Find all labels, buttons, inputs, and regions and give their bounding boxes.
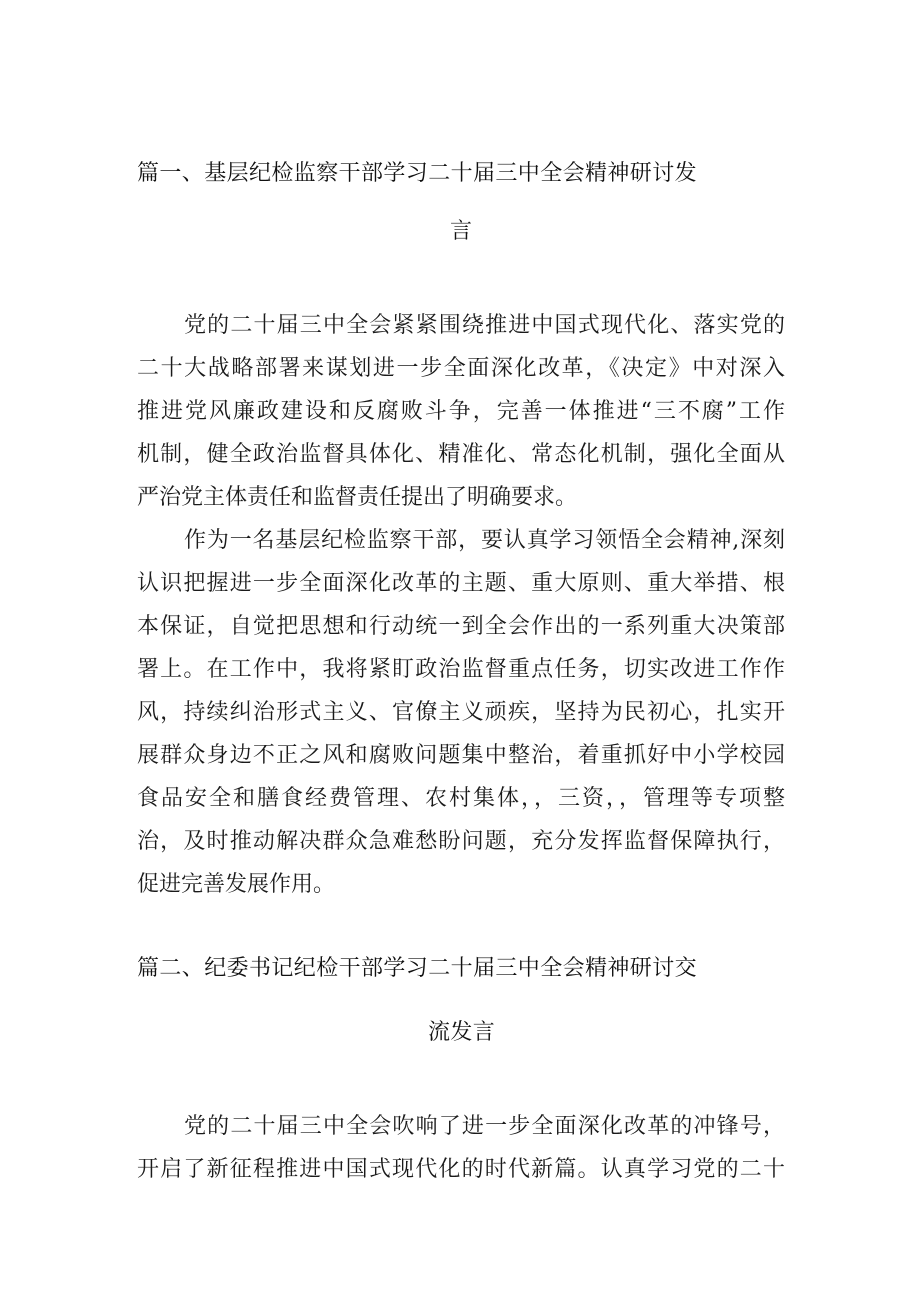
- paragraph-line: 风，持续纠治形式主义、官僚主义顽疾，坚持为民初心，扎实开: [137, 700, 785, 725]
- section-2-title-line-1: 篇二、纪委书记纪检干部学习二十届三中全会精神研讨交: [137, 956, 698, 981]
- paragraph-line: 开启了新征程推进中国式现代化的时代新篇。认真学习党的二十: [137, 1157, 785, 1182]
- paragraph-line: 二十大战略部署来谋划进一步全面深化改革，《决定》中对深入: [137, 356, 785, 381]
- section-1-title-line-2: 言: [450, 219, 473, 244]
- paragraph-line: 本保证，自觉把思想和行动统一到全会作出的一系列重大决策部: [137, 614, 785, 639]
- paragraph-line: 作为一名基层纪检监察干部，要认真学习领悟全会精神,深刻: [184, 528, 785, 553]
- paragraph-line: 促进完善发展作用。: [137, 872, 336, 897]
- paragraph-line: 署上。在工作中，我将紧盯政治监督重点任务，切实改进工作作: [137, 657, 785, 682]
- paragraph-line: 党的二十届三中全会吹响了进一步全面深化改革的冲锋号，: [184, 1114, 785, 1139]
- paragraph-line: 严治党主体责任和监督责任提出了明确要求。: [137, 485, 578, 510]
- paragraph-line: 治，及时推动解决群众急难愁盼问题，充分发挥监督保障执行，: [137, 829, 785, 854]
- paragraph-line: 食品安全和膳食经费管理、农村集体，，三资，，管理等专项整: [137, 786, 785, 811]
- section-1-title-line-1: 篇一、基层纪检监察干部学习二十届三中全会精神研讨发: [137, 161, 698, 186]
- paragraph-line: 认识把握进一步全面深化改革的主题、重大原则、重大举措、根: [137, 571, 785, 596]
- paragraph-line: 机制，健全政治监督具体化、精准化、常态化机制，强化全面从: [137, 442, 785, 467]
- paragraph-line: 推进党风廉政建设和反腐败斗争，完善一体推进“三不腐”工作: [137, 399, 785, 424]
- paragraph-line: 展群众身边不正之风和腐败问题集中整治，着重抓好中小学校园: [137, 743, 785, 768]
- section-2-title-line-2: 流发言: [428, 1020, 496, 1045]
- paragraph-line: 党的二十届三中全会紧紧围绕推进中国式现代化、落实党的: [184, 313, 785, 338]
